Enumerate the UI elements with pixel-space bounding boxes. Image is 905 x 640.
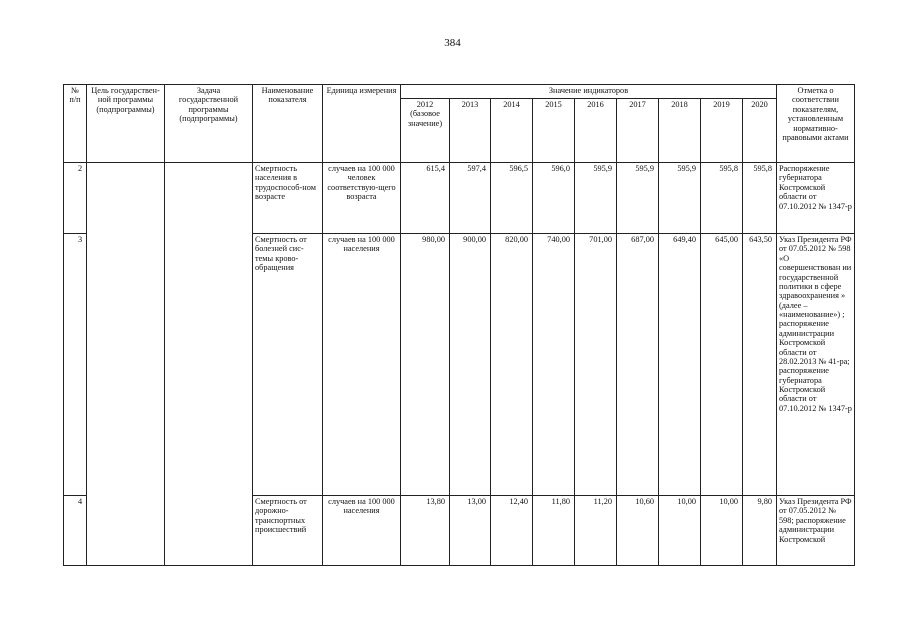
row-value: 595,8 (701, 163, 743, 234)
row-value: 615,4 (401, 163, 450, 234)
header-task: Задача государственной программы (подпрограммы) (165, 85, 253, 163)
header-num: № п/п (64, 85, 87, 163)
page-number: 384 (444, 37, 461, 49)
row-unit: случаев на 100 000 населения (323, 234, 401, 496)
header-year: 2015 (533, 99, 575, 163)
row-note: Указ Президента РФ от 07.05.2012 № 598 «О совершенствован ии государственной политики в сфере здравоохранения » (далее – «наименование») ; распоряжение администрации Костромской области от 28.02.2013 № 41-ра; распоряжение губернатора Костромской области от 07.10.2012 № 1347-р (777, 234, 855, 496)
header-values-group: Значение индикаторов (401, 85, 777, 99)
row-note: Указ Президента РФ от 07.05.2012 № 598; распоряжение администрации Костромской (777, 496, 855, 566)
indicators-table (63, 84, 855, 566)
header-year: 2018 (659, 99, 701, 163)
row-value: 687,00 (617, 234, 659, 496)
header-note: Отметка о соответствии показателям, установленным нормативно-правовыми актами (777, 85, 855, 163)
row-indicator: Смертность от болезней сис-темы крово-обращения (253, 234, 323, 496)
row-value: 820,00 (491, 234, 533, 496)
row-value: 595,8 (743, 163, 777, 234)
header-indicator: Наименование показателя (253, 85, 323, 163)
row-value: 701,00 (575, 234, 617, 496)
table-row (64, 163, 855, 234)
row-value: 595,9 (617, 163, 659, 234)
header-year: 2019 (701, 99, 743, 163)
header-year-2012: 2012 (базовое значение) (401, 99, 450, 163)
task-cell (165, 163, 253, 566)
header-year: 2013 (450, 99, 491, 163)
row-value: 13,80 (401, 496, 450, 566)
row-value: 596,5 (491, 163, 533, 234)
row-value: 595,9 (659, 163, 701, 234)
row-unit: случаев на 100 000 населения (323, 496, 401, 566)
row-value: 643,50 (743, 234, 777, 496)
header-year: 2014 (491, 99, 533, 163)
row-value: 11,80 (533, 496, 575, 566)
row-value: 595,9 (575, 163, 617, 234)
header-row-1 (64, 85, 855, 99)
row-value: 10,00 (701, 496, 743, 566)
row-value: 10,60 (617, 496, 659, 566)
row-value: 12,40 (491, 496, 533, 566)
header-year: 2017 (617, 99, 659, 163)
header-unit: Единица измерения (323, 85, 401, 163)
row-unit: случаев на 100 000 человек соответствую-щего возраста (323, 163, 401, 234)
header-year: 2020 (743, 99, 777, 163)
row-value: 11,20 (575, 496, 617, 566)
goal-cell (87, 163, 165, 566)
header-goal: Цель государствен-ной программы (подпрограммы) (87, 85, 165, 163)
row-value: 740,00 (533, 234, 575, 496)
row-value: 10,00 (659, 496, 701, 566)
header-year: 2016 (575, 99, 617, 163)
row-num: 3 (64, 234, 87, 496)
row-value: 980,00 (401, 234, 450, 496)
row-num: 4 (64, 496, 87, 566)
row-note: Распоряжение губернатора Костромской области от 07.10.2012 № 1347-р (777, 163, 855, 234)
row-value: 645,00 (701, 234, 743, 496)
row-indicator: Смертность населения в трудоспособ-ном возрасте (253, 163, 323, 234)
row-value: 649,40 (659, 234, 701, 496)
row-value: 596,0 (533, 163, 575, 234)
row-value: 900,00 (450, 234, 491, 496)
row-value: 13,00 (450, 496, 491, 566)
row-value: 9,80 (743, 496, 777, 566)
row-num: 2 (64, 163, 87, 234)
row-value: 597,4 (450, 163, 491, 234)
row-indicator: Смертность от дорожно-транспортных происшествий (253, 496, 323, 566)
